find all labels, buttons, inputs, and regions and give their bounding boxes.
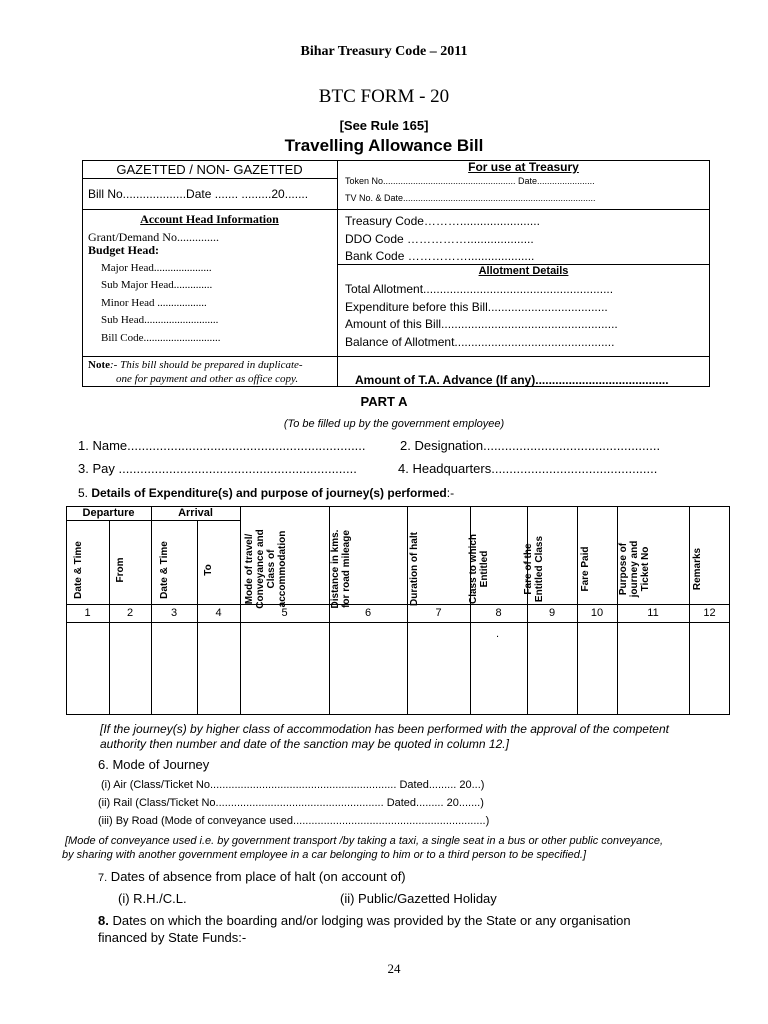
col-header-to: To: [203, 564, 214, 576]
col-number: 3: [170, 607, 178, 619]
divider: [82, 356, 710, 357]
divider: [66, 622, 730, 623]
col-header-distance: Distance in kms. for road mileage: [330, 529, 352, 609]
bank-code-field: Bank Code ……………....................: [345, 249, 535, 263]
note-text-continued: one for payment and other as office copy.: [116, 373, 299, 385]
balance-allotment-field: Balance of Allotment................................................: [345, 335, 615, 349]
col-header-duration-of-halt: Duration of halt: [409, 532, 420, 606]
col-header-fare-entitled-class: Fare of the Entitled Class: [523, 535, 545, 603]
part-a-title: PART A: [360, 394, 408, 409]
tv-no-field: TV No. & Date.............................................................................: [345, 193, 596, 203]
col-number: 8: [495, 607, 502, 619]
arrival-header: Arrival: [178, 507, 213, 519]
gazetted-label: GAZETTED / NON- GAZETTED: [116, 162, 303, 177]
col-header-from: From: [115, 557, 126, 583]
holiday-field: (ii) Public/Gazetted Holiday: [340, 891, 497, 906]
pay-field: 3. Pay ..................................................................: [78, 461, 357, 476]
col-number: 1: [84, 607, 91, 619]
grant-demand-field: Grant/Demand No..............: [88, 230, 219, 244]
divider: [82, 209, 710, 210]
page-number: 24: [387, 961, 401, 976]
conveyance-note-continued: by sharing with another government employee in a car belonging to him or to a third person to be specified.]: [62, 849, 587, 861]
absence-heading: [98, 869, 406, 884]
col-header-remarks: Remarks: [692, 547, 703, 591]
col-header-arrival-date-time: Date & Time: [159, 541, 170, 599]
sub-major-head-field: Sub Major Head..............: [101, 279, 213, 291]
expenditure-before-field: Expenditure before this Bill....................................: [345, 300, 608, 314]
bill-no-field: Bill No...................Date ....... .........20.......: [88, 187, 309, 201]
col-header-purpose-ticket: Purpose of journey and Ticket No: [618, 540, 651, 598]
major-head-field: Major Head.....................: [101, 262, 212, 274]
form-title: BTC FORM - 20: [318, 86, 450, 107]
ta-advance-field: Amount of T.A. Advance (If any)........................................: [355, 373, 669, 387]
treasury-use-title: For use at Treasury: [468, 160, 579, 174]
boarding-number: 8.: [98, 913, 109, 928]
col-header-class-entitled: Class to which Entitled: [468, 534, 490, 605]
note-text: :- This bill should be prepared in duplicate-: [110, 359, 303, 371]
rule-reference: [See Rule 165]: [339, 118, 429, 133]
amount-bill-field: Amount of this Bill.....................................................: [345, 317, 618, 331]
name-field: 1. Name..................................................................: [78, 438, 366, 453]
sub-head-field: Sub Head...........................: [101, 314, 219, 326]
boarding-text: Dates on which the boarding and/or lodging was provided by the State or any organisation: [108, 913, 631, 928]
col-header-fare-paid: Fare Paid: [580, 546, 591, 592]
details-text: Details of Expenditure(s) and purpose of journey(s) performed: [91, 486, 447, 500]
departure-header: Departure: [82, 507, 135, 519]
col-number: 6: [364, 607, 372, 619]
col-number: 10: [590, 607, 604, 619]
headquarters-field: 4. Headquarters..............................................: [398, 461, 658, 476]
mode-of-journey-title: 6. Mode of Journey: [98, 757, 210, 772]
details-number: 5.: [78, 486, 92, 500]
absence-number: 7.: [98, 872, 108, 884]
note: [88, 359, 303, 371]
allotment-title: Allotment Details: [478, 265, 569, 277]
journey-note-continued: authority then number and date of the sanction may be quoted in column 12.]: [100, 737, 509, 751]
col-number: 5: [281, 607, 288, 619]
bill-code-field: Bill Code............................: [101, 332, 221, 344]
ddo-code-field: DDO Code ……………....................: [345, 232, 534, 246]
col-number: 12: [703, 607, 716, 619]
token-no-field: Token No..................................................... Date.......................: [345, 176, 595, 186]
part-a-subtitle: (To be filled up by the government employee): [283, 418, 505, 430]
details-tail: :-: [446, 486, 455, 500]
absence-text: Dates of absence from place of halt (on account of): [107, 869, 406, 884]
details-heading: [78, 486, 454, 500]
note-label: Note: [88, 359, 110, 371]
divider: [82, 178, 337, 179]
col-number: 11: [647, 607, 659, 619]
conveyance-note: [Mode of conveyance used i.e. by government transport /by taking a taxi, a single seat in a bus or other public conveyance,: [65, 835, 664, 847]
road-field: (iii) By Road (Mode of conveyance used...............................................................): [98, 815, 490, 827]
stray-mark: .: [496, 628, 500, 640]
total-allotment-field: Total Allotment.........................................................: [345, 282, 614, 296]
rh-cl-field: (i) R.H./C.L.: [118, 891, 187, 906]
air-field: (i) Air (Class/Ticket No............................................................. Dated......... 20...): [101, 779, 485, 791]
col-number: 7: [435, 607, 442, 619]
divider: [66, 520, 240, 521]
boarding-text-continued: financed by State Funds:-: [98, 930, 247, 945]
col-number: 4: [215, 607, 222, 619]
journey-note: [If the journey(s) by higher class of accommodation has been performed with the approval of the competent: [100, 722, 669, 736]
col-number: 2: [126, 607, 134, 619]
rail-field: (ii) Rail (Class/Ticket No....................................................... Dated......... 20.......): [98, 797, 484, 809]
col-header-departure-date-time: Date & Time: [73, 541, 84, 599]
col-number: 9: [548, 607, 556, 619]
account-head-title: Account Head Information: [140, 212, 279, 226]
treasury-code-field: Treasury Code………........................: [345, 214, 540, 228]
minor-head-field: Minor Head ..................: [101, 297, 207, 309]
running-title: Bihar Treasury Code – 2011: [300, 44, 468, 59]
boarding-heading: [98, 913, 631, 928]
col-header-mode-of-travel: Mode of travel/ Conveyance and Class of accommodation: [244, 529, 288, 609]
bill-title: Travelling Allowance Bill: [284, 136, 484, 155]
budget-head-label: Budget Head:: [88, 243, 160, 257]
designation-field: 2. Designation.................................................: [400, 438, 661, 453]
